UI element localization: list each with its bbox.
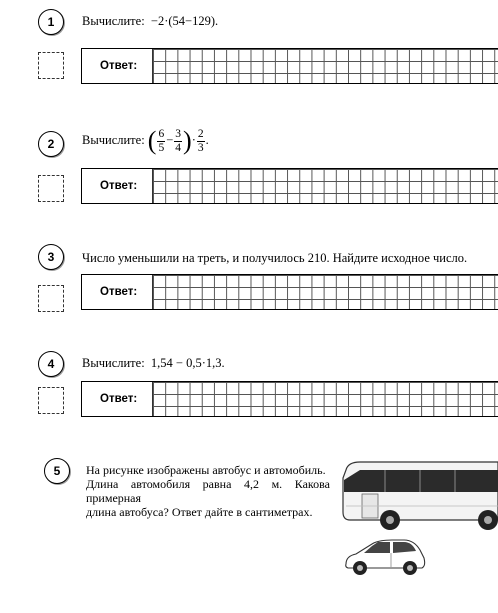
problem-number-1: 1 <box>38 9 64 35</box>
problem-text-5: На рисунке изображены автобус и автомобиль. Длина автомобиля равна 4,2 м. Какова примерная длина автобуса? Ответ дайте в сантиметрах. <box>86 463 330 519</box>
answer-grid[interactable] <box>152 382 498 416</box>
problem-number-3: 3 <box>38 244 64 270</box>
car-image <box>342 536 428 578</box>
problem-text-2: Вычислите: ( $\frac{6}{5}$ − $\frac{3}{4}$ )· $\frac{2}{3}$ . <box>82 126 209 155</box>
problem-number-2: 2 <box>38 131 64 157</box>
fraction-3-4: $\frac{3}{4}$ <box>175 128 182 154</box>
problem-text-1: Вычислите: −2·(54−129). <box>82 14 219 28</box>
answer-row-3[interactable] <box>81 274 498 310</box>
answer-label: Ответ: <box>100 393 138 405</box>
fraction-6-5: $\frac{6}{5}$ <box>158 128 165 154</box>
score-box-3 <box>38 285 64 312</box>
answer-grid[interactable] <box>152 275 498 309</box>
fraction-2-3: $\frac{2}{3}$ <box>197 128 204 154</box>
problem-text-4: Вычислите: 1,54 − 0,5·1,3. <box>82 356 225 370</box>
answer-label: Ответ: <box>100 60 138 72</box>
answer-label: Ответ: <box>100 286 138 298</box>
answer-grid[interactable] <box>152 169 498 203</box>
answer-row-2[interactable] <box>81 168 498 204</box>
problem-text-3: Число уменьшили на треть, и получилось 210. Найдите исходное число. <box>82 251 468 265</box>
answer-label: Ответ: <box>100 180 138 192</box>
problem-number-5: 5 <box>44 458 70 484</box>
score-box-2 <box>38 175 64 202</box>
answer-row-4[interactable] <box>81 381 498 417</box>
score-box-4 <box>38 387 64 414</box>
answer-grid[interactable] <box>152 49 498 83</box>
problem-number-4: 4 <box>38 351 64 377</box>
score-box-1 <box>38 52 64 79</box>
bus-image <box>340 458 498 533</box>
answer-row-1[interactable] <box>81 48 498 84</box>
